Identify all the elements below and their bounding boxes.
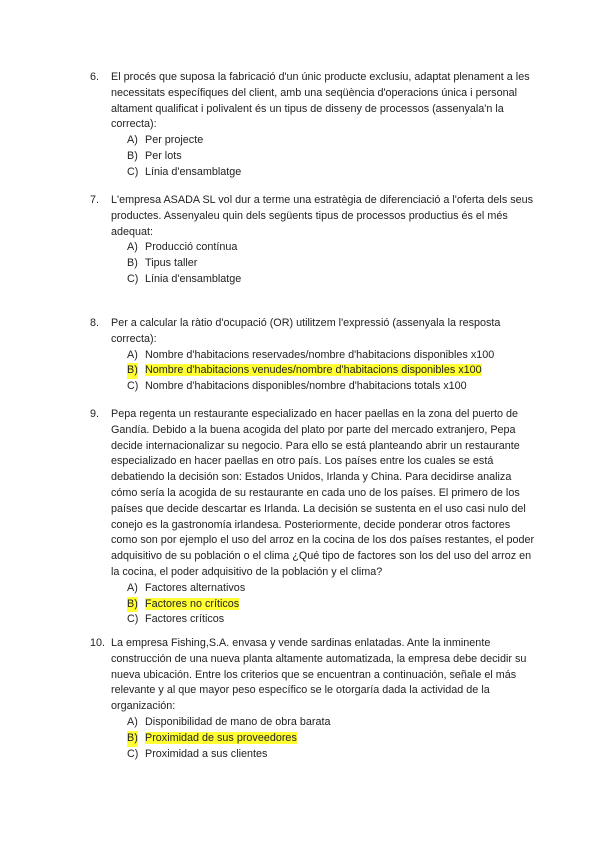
option-text: Disponibilidad de mano de obra barata bbox=[145, 715, 331, 728]
question-text: La empresa Fishing,S.A. envasa y vende sardinas enlatadas. Ante la inminente construcción de una nueva planta altamente automatizada, la empresa debe decidir su nueva ubicación. Entre los criterios que se encuentran a continuación, señale el más relevante y al que mayor peso específico se le otorgaría dada la actividad de la organización: bbox=[111, 637, 527, 713]
option-text: Línia d'ensamblatge bbox=[145, 272, 242, 285]
answer-options bbox=[90, 715, 535, 762]
question-8 bbox=[90, 316, 535, 395]
option-text: Nombre d'habitacions reservades/nombre d'habitacions disponibles x100 bbox=[145, 348, 495, 361]
option-b bbox=[90, 149, 535, 165]
answer-options bbox=[90, 240, 535, 287]
option-letter: C) bbox=[127, 613, 139, 626]
option-letter: C) bbox=[127, 165, 139, 178]
option-text: Tipus taller bbox=[145, 257, 198, 270]
option-text: Proximidad a sus clientes bbox=[145, 747, 268, 760]
option-a bbox=[90, 348, 535, 364]
question-10 bbox=[90, 636, 535, 762]
answer-options bbox=[90, 581, 535, 628]
option-letter: B) bbox=[127, 597, 138, 613]
option-a bbox=[90, 240, 535, 256]
question-text: Per a calcular la ràtio d'ocupació (OR) utilitzem l'expressió (assenyala la resposta correcta): bbox=[111, 317, 501, 345]
option-text-highlighted: Proximidad de sus proveedores bbox=[145, 731, 297, 744]
question-text: El procés que suposa la fabricació d'un únic producte exclusiu, adaptat plenament a les necessitats específiques del client, amb una seqüència d'operacions única i personal altament qualificat i polivalent és un tipus de disseny de processos (assenyala'n la correcta): bbox=[111, 71, 530, 131]
option-b bbox=[90, 256, 535, 272]
question-6 bbox=[90, 70, 535, 181]
option-text: Producció contínua bbox=[145, 241, 238, 254]
option-a bbox=[90, 715, 535, 731]
option-text: Línia d'ensamblatge bbox=[145, 165, 242, 178]
question-number: 7. bbox=[90, 194, 100, 206]
option-letter: A) bbox=[127, 134, 138, 147]
question-number: 10. bbox=[90, 637, 106, 649]
option-letter: A) bbox=[127, 715, 138, 728]
question-number: 9. bbox=[90, 408, 100, 420]
option-c bbox=[90, 379, 535, 395]
option-text: Per lots bbox=[145, 149, 182, 162]
option-letter: A) bbox=[127, 581, 138, 594]
option-letter: B) bbox=[127, 257, 138, 270]
option-c bbox=[90, 165, 535, 181]
question-9 bbox=[90, 407, 535, 628]
option-letter: A) bbox=[127, 348, 138, 361]
option-letter: B) bbox=[127, 731, 138, 747]
option-letter: A) bbox=[127, 241, 138, 254]
option-text-highlighted: Nombre d'habitacions venudes/nombre d'habitacions disponibles x100 bbox=[145, 364, 482, 377]
question-number: 6. bbox=[90, 71, 100, 83]
answer-options bbox=[90, 348, 535, 395]
question-text: L'empresa ASADA SL vol dur a terme una estratègia de diferenciació a l'oferta dels seus productes. Assenyaleu quin dels següents tipus de processos productius és el més adequat: bbox=[111, 194, 534, 238]
option-text-highlighted: Factores no críticos bbox=[145, 597, 240, 610]
option-letter: C) bbox=[127, 380, 139, 393]
option-letter: C) bbox=[127, 747, 139, 760]
option-text: Per projecte bbox=[145, 134, 204, 147]
option-c bbox=[90, 747, 535, 763]
question-7 bbox=[90, 193, 535, 288]
option-a bbox=[90, 581, 535, 597]
option-b-highlighted bbox=[90, 731, 535, 747]
question-text: Pepa regenta un restaurante especializado en hacer paellas en la zona del puerto de Gandía. Debido a la buena acogida del plato por parte del mercado extranjero, Pepa decide internacionalizar su negocio. Para ello se está planteando abrir un restaurante especializado en hacer paellas en otro país. Los países entre los cuales se está debatiendo la decisión son: Estados Unidos, Irlanda y China. Para decidirse analiza cómo sería la acogida de su restaurante en cada uno de los países. El primero de los países que decide descartar es Irlanda. La decisión se sustenta en el uso casi nulo del conejo es la gastronomía irlandesa. Posteriormente, decide ponderar otros factores como son por ejemplo el uso del arroz en la cocina de los dos países restantes, el poder adquisitivo de su población o el clima ¿Qué tipo de factores son los del uso del arroz en la cocina, el poder adquisitivo de la población y el clima? bbox=[111, 408, 535, 578]
question-number: 8. bbox=[90, 317, 100, 329]
option-c bbox=[90, 272, 535, 288]
answer-options bbox=[90, 133, 535, 180]
option-letter: C) bbox=[127, 272, 139, 285]
option-b-highlighted bbox=[90, 363, 535, 379]
option-letter: B) bbox=[127, 363, 138, 379]
option-text: Factores alternativos bbox=[145, 581, 246, 594]
option-b-highlighted bbox=[90, 597, 535, 613]
option-text: Factores críticos bbox=[145, 613, 225, 626]
option-letter: B) bbox=[127, 149, 138, 162]
option-a bbox=[90, 133, 535, 149]
option-c bbox=[90, 612, 535, 628]
option-text: Nombre d'habitacions disponibles/nombre d'habitacions totals x100 bbox=[145, 380, 467, 393]
